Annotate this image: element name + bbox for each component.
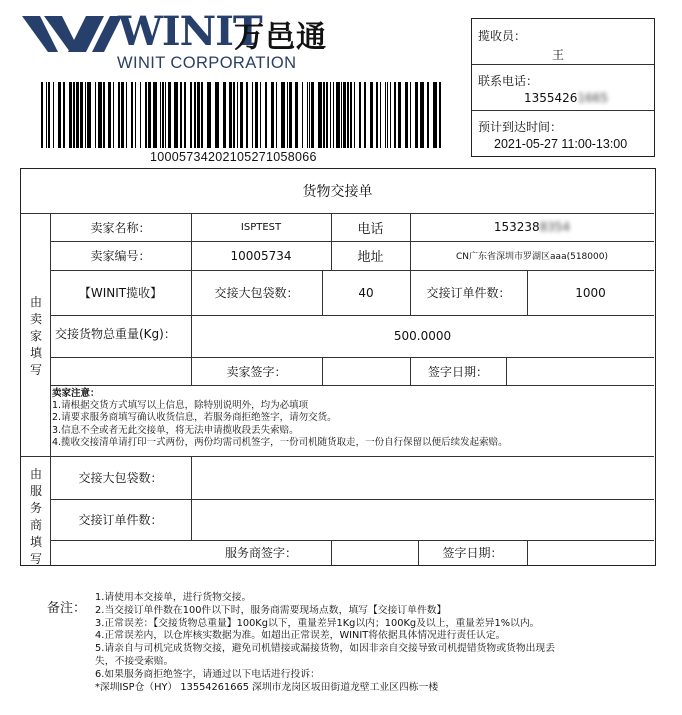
seller-notes — [52, 388, 508, 449]
phone-field-label: 电话 — [357, 221, 384, 237]
handover-form — [20, 168, 656, 566]
address-value: CN广东省深圳市罗湖区aaa(518000) — [456, 252, 608, 262]
remark-item: *深圳ISP仓（HY） 13554261665 深圳市龙岗区坂田街道龙壁工业区四栋一楼 — [95, 681, 439, 693]
eta-value: 2021-05-27 11:00-13:00 — [494, 137, 628, 151]
bags-label: 交接大包袋数： — [214, 286, 299, 300]
remark-item: 2.当交接订单件数在100件以下时，服务商需要现场点数，填写【交接订单件数】 — [95, 604, 447, 616]
seller-phone-value: 153238 8354 — [493, 220, 571, 234]
remark-item: 1.请使用本交接单，进行货物交接。 — [95, 592, 252, 603]
remark-item: 失，不接受索赔。 — [95, 655, 174, 667]
remark-item: 4.正常误差内，以仓库核实数据为准。如超出正常误差，WINIT将依据具体情况进行责任认定。 — [95, 630, 506, 642]
remarks-list — [95, 592, 555, 694]
provider-sign-date-label: 签字日期： — [442, 546, 503, 560]
eta-label: 预计到达时间： — [478, 120, 563, 134]
weight-label: 交接货物总重量(Kg)： — [55, 326, 176, 341]
seller-notes-title: 卖家注意： — [52, 388, 100, 399]
weight-value: 500.0000 — [393, 329, 452, 343]
collector-value: 王 — [552, 48, 565, 62]
seller-code-value: 10005734 — [230, 248, 292, 263]
seller-side-label: 由 卖 家 填 写 — [29, 295, 42, 377]
seller-note-1: 1.请根据交货方式填写以上信息，除特别说明外，均为必填项 — [52, 400, 309, 412]
remark-item: 3.正常误差：【交接货物总重量】100Kg以下，重量差异1Kg以内；100Kg及以上，重量差异1%以内。 — [95, 617, 540, 629]
winit-pickup-label: 【WINIT揽收】 — [78, 286, 163, 300]
provider-sign-label: 服务商签字： — [224, 546, 297, 560]
provider-orders-label: 交接订单件数： — [78, 513, 163, 527]
seller-sign-date-label: 签字日期： — [427, 364, 488, 379]
seller-name-label: 卖家名称： — [90, 220, 151, 235]
remark-item: 5.请亲自与司机完成货物交接，避免司机错接或漏接货物，如因非亲自交接导致司机提错货物或货物出现丢 — [95, 643, 556, 655]
provider-bags-label: 交接大包袋数： — [78, 471, 163, 485]
winit-corporation-text: WINIT CORPORATION — [117, 54, 297, 72]
seller-name-value: ISPTEST — [240, 221, 282, 233]
seller-note-4: 4.揽收交接清单请打印一式两份，两份均需司机签字，一份司机随货取走，一份自行保留以便后续发起索赔。 — [52, 436, 508, 448]
remark-item: 6.如果服务商拒绝签字，请通过以下电话进行投诉： — [95, 668, 320, 680]
seller-note-2: 2.请要求服务商填写确认收货信息，若服务商拒绝签字，请勿交货。 — [52, 412, 337, 424]
form-title: 货物交接单 — [302, 184, 373, 200]
orders-value: 1000 — [575, 285, 606, 300]
seller-sign-label: 卖家签字： — [226, 364, 287, 379]
seller-code-label: 卖家编号： — [90, 249, 151, 263]
phone-label: 联系电话： — [478, 74, 539, 88]
address-label: 地址 — [357, 250, 384, 265]
provider-side-label: 由 服 务 商 填 写 — [29, 467, 42, 566]
winit-wordmark: WINIT — [118, 8, 262, 55]
orders-label: 交接订单件数： — [426, 286, 511, 300]
collector-label: 揽收员： — [478, 29, 527, 43]
remarks-title: 备注： — [47, 601, 87, 616]
bags-value: 40 — [358, 285, 374, 300]
seller-note-3: 3.信息不全或者无此交接单，将无法申请揽收段丢失索赔。 — [52, 424, 299, 436]
phone-value: 13554261665 — [524, 91, 608, 105]
barcode-icon — [41, 82, 441, 148]
pickup-info-box — [471, 18, 655, 157]
winit-cn-name: 万邑通 — [234, 20, 327, 55]
barcode-number: 100057342021052710580​66 — [150, 150, 317, 164]
